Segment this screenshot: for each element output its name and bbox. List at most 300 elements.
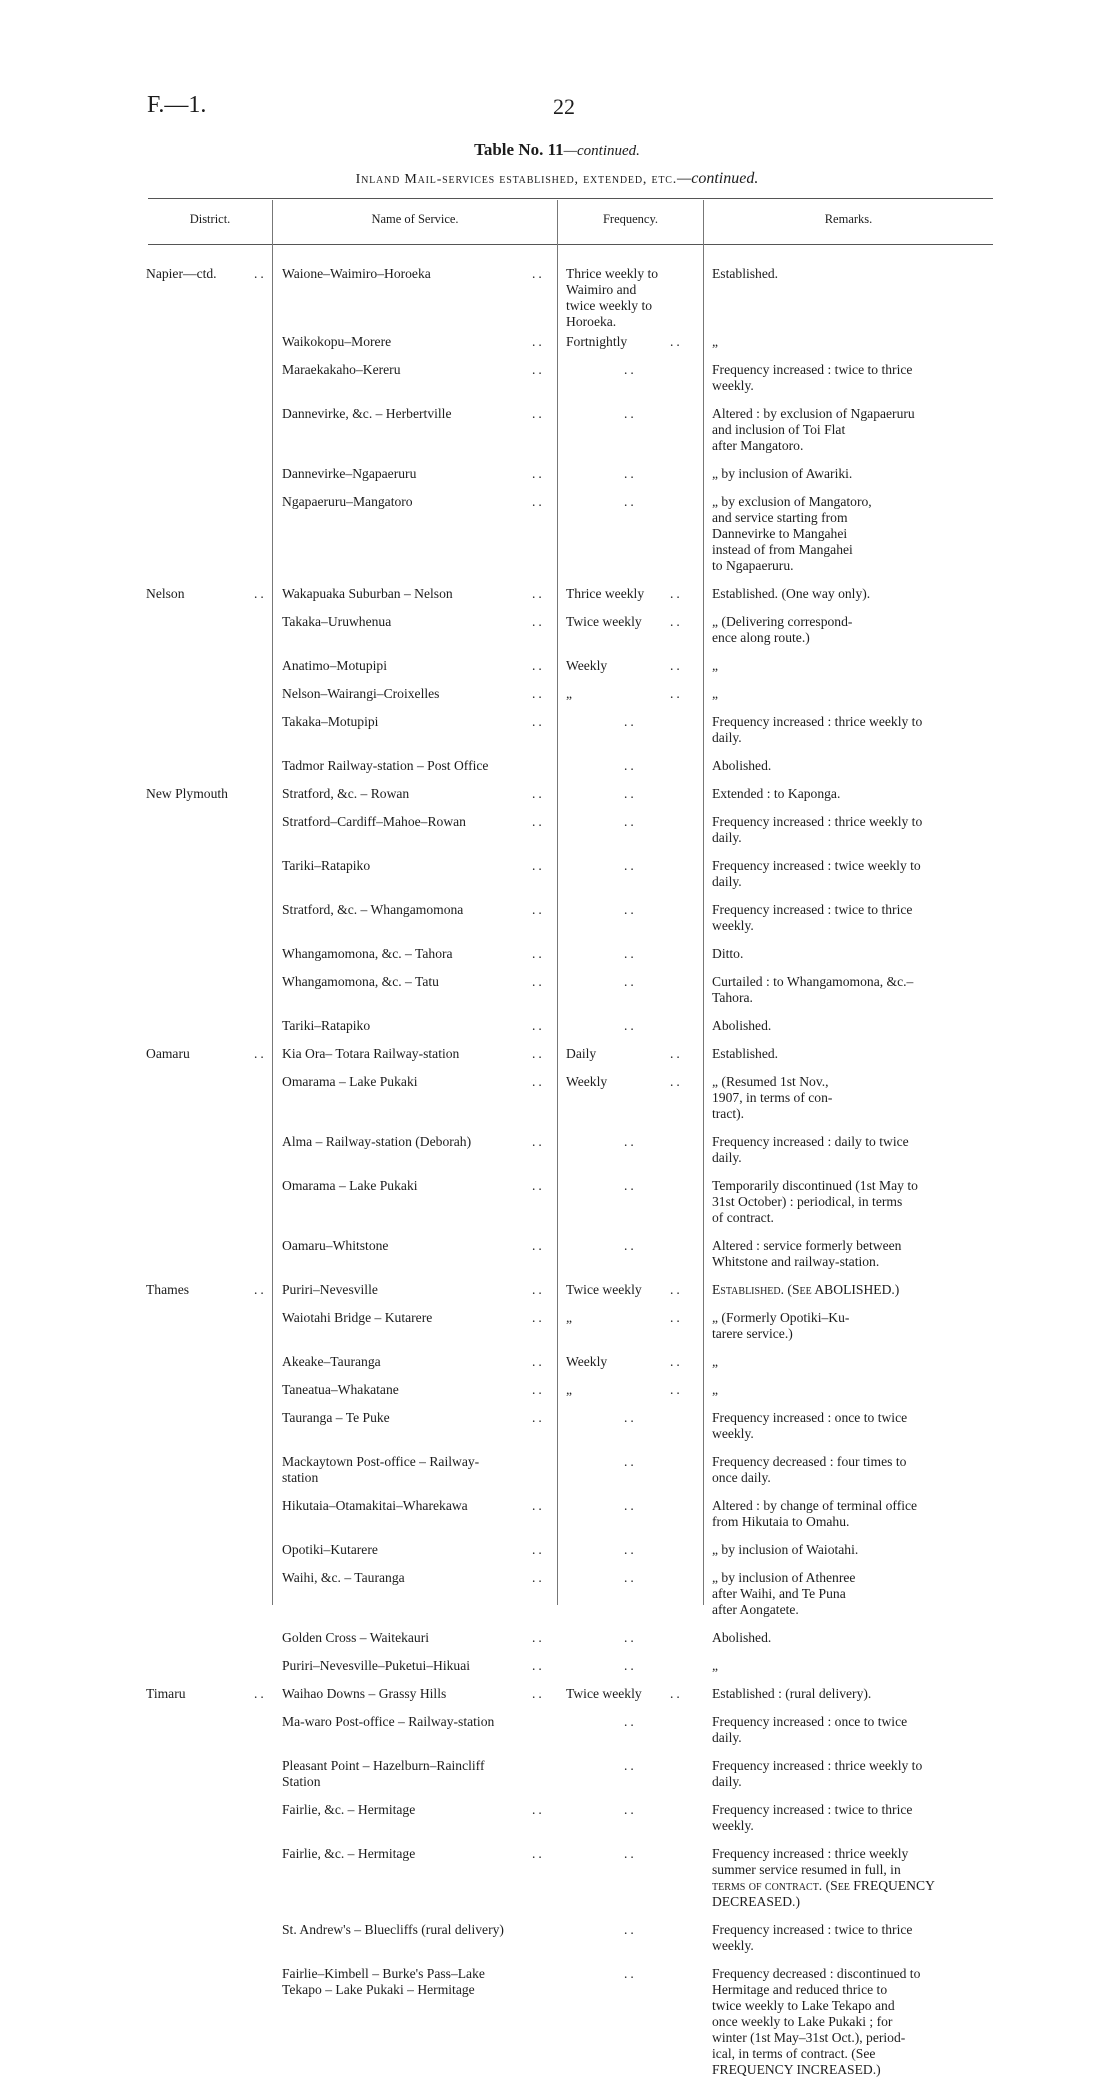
service-line: Kia Ora– Totara Railway-station [282, 1046, 460, 1061]
remarks-cell [712, 902, 988, 934]
service-leader-dots: .. [532, 362, 545, 377]
frequency-leader-dots: .. [624, 406, 637, 421]
frequency-cell [566, 1046, 702, 1062]
district-cell [146, 1238, 266, 1254]
remarks-cell [712, 1846, 988, 1910]
district-cell [146, 1630, 266, 1646]
frequency-leader-dots: .. [670, 1686, 683, 1701]
remarks-line: Frequency increased : twice weekly to [712, 858, 921, 873]
district-name [146, 1802, 266, 1818]
district-cell [146, 1922, 266, 1938]
service-line: Pleasant Point – Hazelburn–Raincliff [282, 1758, 485, 1773]
service-cell [282, 1454, 557, 1486]
district-cell [146, 1714, 266, 1730]
remarks-line: Frequency increased : once to twice [712, 1410, 908, 1425]
table-row [0, 266, 1114, 334]
district-cell [146, 946, 266, 962]
service-cell [282, 858, 557, 874]
remarks-line: „ by inclusion of Awariki. [712, 466, 853, 481]
table-row [0, 1410, 1114, 1454]
frequency-cell [566, 362, 702, 378]
remarks-line: after Waihi, and Te Puna [712, 1586, 846, 1601]
column-header-frequency: Frequency. [602, 212, 659, 226]
frequency-leader-dots: .. [624, 1134, 637, 1149]
service-cell [282, 1846, 557, 1862]
service-leader-dots: .. [532, 1354, 545, 1369]
frequency-cell [566, 1178, 702, 1194]
table-row [0, 362, 1114, 406]
district-cell [146, 466, 266, 482]
table-row [0, 1074, 1114, 1134]
district-name [146, 946, 266, 962]
frequency-leader-dots: .. [670, 658, 683, 673]
district-cell [146, 1382, 266, 1398]
district-cell [146, 686, 266, 702]
service-cell [282, 1382, 557, 1398]
remarks-cell [712, 1714, 988, 1746]
remarks-line: „ (Resumed 1st Nov., [712, 1074, 829, 1089]
district-name [146, 758, 266, 774]
service-line: Golden Cross – Waitekauri [282, 1630, 430, 1645]
table-row [0, 1178, 1114, 1238]
table-row [0, 786, 1114, 814]
remarks-cell [712, 1758, 988, 1790]
remarks-line: Tahora. [712, 990, 753, 1005]
table-row [0, 814, 1114, 858]
remarks-line: daily. [712, 1150, 742, 1165]
service-line: Dannevirke–Ngapaeruru [282, 466, 417, 481]
service-leader-dots: .. [532, 266, 545, 281]
service-leader-dots: .. [532, 1018, 545, 1033]
remarks-cell [712, 1498, 988, 1530]
district-name: Thames [146, 1282, 190, 1297]
service-line: Tariki–Ratapiko [282, 858, 371, 873]
district-cell [146, 1802, 266, 1818]
service-line: Puriri–Nevesville–Puketui–Hikuai [282, 1658, 471, 1673]
remarks-line: twice weekly to Lake Tekapo and [712, 1998, 895, 2013]
frequency-leader-dots: .. [624, 466, 637, 481]
remarks-line: „ [712, 1658, 719, 1673]
service-cell [282, 814, 557, 830]
service-cell [282, 1658, 557, 1674]
frequency-cell [566, 1238, 702, 1254]
frequency-cell [566, 466, 702, 482]
remarks-cell [712, 974, 988, 1006]
remarks-line: weekly. [712, 1426, 754, 1441]
table-row [0, 406, 1114, 466]
frequency-leader-dots: .. [670, 1354, 683, 1369]
service-cell [282, 586, 557, 602]
remarks-line: Abolished. [712, 1018, 772, 1033]
frequency-leader-dots: .. [624, 758, 637, 773]
district-cell [146, 1046, 266, 1062]
frequency-cell [566, 1498, 702, 1514]
table-row [0, 658, 1114, 686]
service-cell [282, 974, 557, 990]
frequency-leader-dots: .. [670, 614, 683, 629]
remarks-line: Established : (rural delivery). [712, 1686, 872, 1701]
service-line: Ngapaeruru–Mangatoro [282, 494, 413, 509]
service-cell [282, 334, 557, 350]
remarks-line: tarere service.) [712, 1326, 793, 1341]
frequency-line: „ [566, 1382, 573, 1397]
remarks-line: to Ngapaeruru. [712, 558, 794, 573]
remarks-line: „ (Formerly Opotiki–Ku- [712, 1310, 850, 1325]
service-leader-dots: .. [532, 1178, 545, 1193]
remarks-cell [712, 946, 988, 962]
district-name [146, 686, 266, 702]
remarks-line: Frequency increased : thrice weekly to [712, 714, 923, 729]
service-line: Mackaytown Post-office – Railway- [282, 1454, 480, 1469]
page-reference: F.—1. [147, 92, 207, 118]
frequency-line: Twice weekly [566, 1686, 642, 1701]
district-name [146, 1714, 266, 1730]
district-name: Napier—ctd. [146, 266, 217, 281]
service-cell [282, 1922, 557, 1938]
district-name [146, 1498, 266, 1514]
frequency-leader-dots: .. [624, 858, 637, 873]
service-leader-dots: .. [532, 1382, 545, 1397]
remarks-line: Established. (One way only). [712, 586, 871, 601]
service-line: Stratford, &c. – Rowan [282, 786, 410, 801]
frequency-leader-dots: .. [624, 1758, 637, 1773]
remarks-line: Frequency increased : thrice weekly [712, 1846, 909, 1861]
district-cell [146, 786, 266, 802]
service-leader-dots: .. [532, 786, 545, 801]
service-line: Station [282, 1774, 321, 1789]
remarks-line: and service starting from [712, 510, 848, 525]
service-line: Stratford, &c. – Whangamomona [282, 902, 464, 917]
frequency-cell [566, 1686, 702, 1702]
remarks-cell [712, 1354, 988, 1370]
district-cell [146, 1570, 266, 1586]
remarks-cell [712, 466, 988, 482]
district-leader-dots: .. [254, 1686, 267, 1701]
district-cell [146, 1846, 266, 1862]
service-line: Tekapo – Lake Pukaki – Hermitage [282, 1982, 475, 1997]
table-row [0, 1454, 1114, 1498]
service-line: Waihi, &c. – Tauranga [282, 1570, 405, 1585]
service-cell [282, 786, 557, 802]
page-number: 22 [553, 94, 575, 119]
table-row [0, 1758, 1114, 1802]
remarks-line: FREQUENCY INCREASED.) [712, 2062, 881, 2077]
district-cell [146, 362, 266, 378]
frequency-line: Thrice weekly [566, 586, 645, 601]
district-name [146, 814, 266, 830]
service-line: Fairlie–Kimbell – Burke's Pass–Lake [282, 1966, 485, 1981]
table-row [0, 686, 1114, 714]
remarks-line: 31st October) : periodical, in terms [712, 1194, 903, 1209]
frequency-leader-dots: .. [624, 1238, 637, 1253]
remarks-line: weekly. [712, 1938, 754, 1953]
district-cell [146, 586, 266, 602]
table-row [0, 1686, 1114, 1714]
district-cell [146, 974, 266, 990]
frequency-cell [566, 686, 702, 702]
service-line: Whangamomona, &c. – Tatu [282, 974, 439, 989]
service-line: Oamaru–Whitstone [282, 1238, 389, 1253]
table-row [0, 614, 1114, 658]
service-line: Stratford–Cardiff–Mahoe–Rowan [282, 814, 466, 829]
service-cell [282, 1074, 557, 1090]
district-cell [146, 1074, 266, 1090]
table-row [0, 494, 1114, 586]
district-cell [146, 1498, 266, 1514]
remarks-cell [712, 1018, 988, 1034]
frequency-leader-dots: .. [624, 714, 637, 729]
remarks-line: Abolished. [712, 758, 772, 773]
district-cell [146, 1310, 266, 1326]
remarks-cell [712, 1966, 988, 2078]
district-name [146, 902, 266, 918]
service-leader-dots: .. [532, 858, 545, 873]
service-line: Dannevirke, &c. – Herbertville [282, 406, 452, 421]
district-name [146, 406, 266, 422]
service-leader-dots: .. [532, 686, 545, 701]
district-name: New Plymouth [146, 786, 228, 801]
service-cell [282, 1686, 557, 1702]
district-cell [146, 1966, 266, 1982]
column-header-service: Name of Service. [371, 212, 459, 226]
frequency-cell [566, 974, 702, 990]
district-leader-dots: .. [254, 586, 267, 601]
district-name: Oamaru [146, 1046, 190, 1061]
table-body [0, 266, 1114, 2090]
remarks-line: DECREASED.) [712, 1894, 800, 1909]
table-subtitle [0, 170, 1114, 188]
district-cell [146, 614, 266, 630]
table-row [0, 1922, 1114, 1966]
frequency-cell [566, 1658, 702, 1674]
service-cell [282, 1758, 557, 1790]
remarks-line: „ [712, 686, 719, 701]
frequency-leader-dots: .. [670, 586, 683, 601]
service-leader-dots: .. [532, 1310, 545, 1325]
service-cell [282, 614, 557, 630]
remarks-cell [712, 1658, 988, 1674]
district-cell [146, 858, 266, 874]
table-row [0, 334, 1114, 362]
district-cell [146, 494, 266, 510]
remarks-line: Frequency increased : once to twice [712, 1714, 908, 1729]
frequency-line: Fortnightly [566, 334, 628, 349]
remarks-cell [712, 1046, 988, 1062]
frequency-leader-dots: .. [624, 1410, 637, 1425]
frequency-leader-dots: .. [624, 494, 637, 509]
frequency-leader-dots: .. [624, 1658, 637, 1673]
frequency-leader-dots: .. [670, 334, 683, 349]
service-line: Ma-waro Post-office – Railway-station [282, 1714, 495, 1729]
district-cell [146, 814, 266, 830]
service-cell [282, 946, 557, 962]
service-leader-dots: .. [532, 586, 545, 601]
frequency-leader-dots: .. [670, 1046, 683, 1061]
remarks-line: Extended : to Kaponga. [712, 786, 841, 801]
remarks-line: instead of from Mangahei [712, 542, 853, 557]
service-line: Anatimo–Motupipi [282, 658, 387, 673]
table-row [0, 466, 1114, 494]
service-leader-dots: .. [532, 1846, 545, 1861]
frequency-line: Thrice weekly to [566, 266, 659, 281]
service-cell [282, 1966, 557, 1998]
remarks-cell [712, 1238, 988, 1270]
district-cell [146, 266, 266, 282]
remarks-line: weekly. [712, 918, 754, 933]
service-line: Waihao Downs – Grassy Hills [282, 1686, 447, 1701]
service-cell [282, 1310, 557, 1326]
remarks-line: summer service resumed in full, in [712, 1862, 901, 1877]
district-name [146, 1178, 266, 1194]
district-name [146, 1410, 266, 1426]
remarks-cell [712, 1134, 988, 1166]
remarks-line: tract). [712, 1106, 745, 1121]
remarks-line: „ [712, 658, 719, 673]
frequency-leader-dots: .. [624, 814, 637, 829]
remarks-line: Temporarily discontinued (1st May to [712, 1178, 918, 1193]
remarks-line: of contract. [712, 1210, 774, 1225]
table-row [0, 1966, 1114, 2090]
frequency-cell [566, 266, 702, 330]
remarks-line: after Mangatoro. [712, 438, 804, 453]
service-leader-dots: .. [532, 494, 545, 509]
remarks-line: Curtailed : to Whangamomona, &c.– [712, 974, 914, 989]
table-row [0, 858, 1114, 902]
district-cell [146, 334, 266, 350]
frequency-leader-dots: .. [624, 1922, 637, 1937]
service-line: station [282, 1470, 319, 1485]
frequency-line: Daily [566, 1046, 597, 1061]
remarks-line: ence along route.) [712, 630, 810, 645]
frequency-cell [566, 1802, 702, 1818]
service-cell [282, 1046, 557, 1062]
frequency-leader-dots: .. [624, 1018, 637, 1033]
district-name [146, 1238, 266, 1254]
frequency-leader-dots: .. [624, 1498, 637, 1513]
district-name [146, 1758, 266, 1774]
remarks-cell [712, 406, 988, 454]
frequency-line: Horoeka. [566, 314, 617, 329]
service-cell [282, 902, 557, 918]
district-name [146, 1966, 266, 1982]
frequency-cell [566, 1410, 702, 1426]
remarks-cell [712, 614, 988, 646]
frequency-cell [566, 1758, 702, 1774]
service-line: Hikutaia–Otamakitai–Wharekawa [282, 1498, 468, 1513]
district-cell [146, 406, 266, 422]
district-cell [146, 1282, 266, 1298]
service-cell [282, 1570, 557, 1586]
frequency-line: Weekly [566, 1354, 608, 1369]
remarks-line: Established. [712, 266, 779, 281]
table-row [0, 902, 1114, 946]
remarks-line: „ (Delivering correspond- [712, 614, 853, 629]
frequency-cell [566, 1714, 702, 1730]
remarks-cell [712, 1410, 988, 1442]
remarks-cell [712, 334, 988, 350]
remarks-line: daily. [712, 874, 742, 889]
table-row [0, 1570, 1114, 1630]
table-title [0, 140, 1114, 160]
district-cell [146, 1178, 266, 1194]
table-row [0, 1018, 1114, 1046]
header-bottom-rule [148, 244, 993, 245]
service-cell [282, 1134, 557, 1150]
service-line: Tadmor Railway-station – Post Office [282, 758, 489, 773]
table-row [0, 1354, 1114, 1382]
header-top-rule [148, 198, 993, 199]
frequency-cell [566, 714, 702, 730]
remarks-cell [712, 1570, 988, 1618]
remarks-cell [712, 786, 988, 802]
remarks-line: Frequency decreased : four times to [712, 1454, 907, 1469]
frequency-leader-dots: .. [624, 786, 637, 801]
remarks-cell [712, 586, 988, 602]
frequency-leader-dots: .. [670, 686, 683, 701]
frequency-cell [566, 1354, 702, 1370]
district-name: Nelson [146, 586, 185, 601]
frequency-cell [566, 858, 702, 874]
table-row [0, 758, 1114, 786]
column-header-remarks: Remarks. [824, 212, 873, 226]
frequency-leader-dots: .. [624, 1846, 637, 1861]
frequency-cell [566, 902, 702, 918]
frequency-cell [566, 1570, 702, 1586]
district-name [146, 1018, 266, 1034]
service-cell [282, 1498, 557, 1514]
frequency-cell [566, 614, 702, 630]
district-cell [146, 1134, 266, 1150]
frequency-leader-dots: .. [624, 1966, 637, 1981]
service-leader-dots: .. [532, 1410, 545, 1425]
frequency-line: „ [566, 686, 573, 701]
district-name [146, 466, 266, 482]
remarks-line: daily. [712, 1730, 742, 1745]
service-cell [282, 714, 557, 730]
service-cell [282, 1410, 557, 1426]
district-leader-dots: .. [254, 1046, 267, 1061]
service-leader-dots: .. [532, 1630, 545, 1645]
column-header-district: District. [189, 212, 231, 226]
service-cell [282, 1018, 557, 1034]
table-row [0, 1046, 1114, 1074]
frequency-cell [566, 406, 702, 422]
service-line: Waikokopu–Morere [282, 334, 392, 349]
remarks-line: daily. [712, 730, 742, 745]
remarks-line: „ by exclusion of Mangatoro, [712, 494, 872, 509]
district-cell [146, 902, 266, 918]
frequency-cell [566, 1922, 702, 1938]
table-row [0, 586, 1114, 614]
remarks-line: from Hikutaia to Omahu. [712, 1514, 850, 1529]
frequency-cell [566, 1846, 702, 1862]
remarks-line: and inclusion of Toi Flat [712, 422, 846, 437]
frequency-line: Weekly [566, 658, 608, 673]
remarks-line: once daily. [712, 1470, 771, 1485]
service-cell [282, 1714, 557, 1730]
remarks-line: Dannevirke to Mangahei [712, 526, 848, 541]
service-leader-dots: .. [532, 658, 545, 673]
table-row [0, 1658, 1114, 1686]
frequency-leader-dots: .. [624, 1178, 637, 1193]
remarks-line: Whitstone and railway-station. [712, 1254, 880, 1269]
remarks-line: daily. [712, 830, 742, 845]
district-cell [146, 758, 266, 774]
remarks-line: Frequency increased : twice to thrice [712, 1922, 913, 1937]
table-row [0, 1134, 1114, 1178]
remarks-cell [712, 714, 988, 746]
district-cell [146, 1758, 266, 1774]
